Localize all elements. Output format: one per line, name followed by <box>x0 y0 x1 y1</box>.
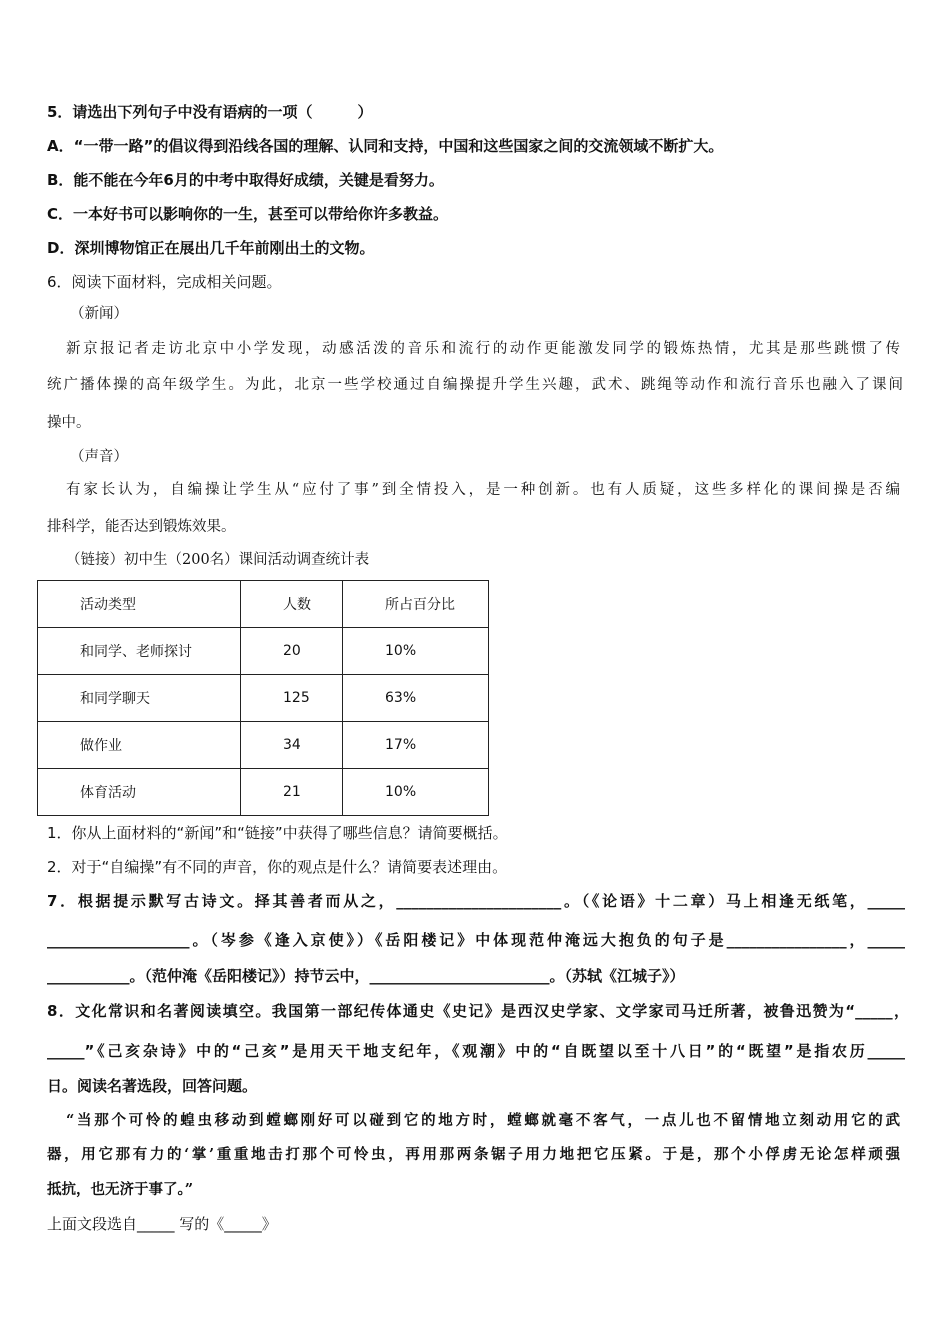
news-line: 统广播体操的高年级学生。为此，北京一些学校通过自编操提升学生兴趣，武术、跳绳等动作和流行音乐也融入了课间 <box>47 377 903 393</box>
voice-line: 排科学，能否达到锻炼效果。 <box>47 519 236 535</box>
table-cell: 21 <box>241 769 343 816</box>
link-caption: （链接）初中生（200名）课间活动调查统计表 <box>66 552 370 568</box>
q5-option-d: D．深圳博物馆正在展出几千年前刚出土的文物。 <box>47 239 375 257</box>
table-header-row <box>38 581 489 628</box>
table-header: 所占百分比 <box>343 581 489 628</box>
q8-line: 8．文化常识和名著阅读填空。我国第一部纪传体通史《史记》是西汉史学家、文学家司马迁所著，被鲁迅赞为“_____， <box>47 1002 909 1020</box>
news-line: 新京报记者走访北京中小学发现，动感活泼的音乐和流行的动作更能激发同学的锻炼热情，尤其是那些跳惯了传 <box>66 341 900 357</box>
table-header: 活动类型 <box>38 581 241 628</box>
table-row <box>38 628 489 675</box>
q6-stem: 6．阅读下面材料，完成相关问题。 <box>47 273 282 291</box>
q5-option-b: B．能不能在今年6月的中考中取得好成绩，关键是看努力。 <box>47 171 444 189</box>
q6-question-1: 1．你从上面材料的“新闻”和“链接”中获得了哪些信息？请简要概括。 <box>47 824 508 842</box>
table-row <box>38 769 489 816</box>
news-label: （新闻） <box>70 306 128 322</box>
voice-label: （声音） <box>70 449 128 465</box>
voice-line: 有家长认为，自编操让学生从“应付了事”到全情投入，是一种创新。也有人质疑，这些多样化的课间操是否编 <box>66 482 900 498</box>
q8-fill-in: 上面文段选自_____ 写的《_____》 <box>47 1215 277 1233</box>
table-cell: 体育活动 <box>38 769 241 816</box>
table-row <box>38 675 489 722</box>
table-cell: 17% <box>343 722 489 769</box>
table-cell: 和同学聊天 <box>38 675 241 722</box>
q5-stem: 5．请选出下列句子中没有语病的一项（ ） <box>47 103 373 121</box>
survey-table <box>37 580 489 816</box>
excerpt-line: 抵抗，也无济于事了。” <box>47 1181 194 1198</box>
table-cell: 63% <box>343 675 489 722</box>
q6-question-2: 2．对于“自编操”有不同的声音，你的观点是什么？请简要表述理由。 <box>47 858 508 876</box>
q8-line: _____”《己亥杂诗》中的“己亥”是用天干地支纪年，《观潮》中的“自既望以至十八日”的“既望”是指农历_____ <box>47 1042 905 1060</box>
table-header: 人数 <box>241 581 343 628</box>
table-cell: 做作业 <box>38 722 241 769</box>
table-cell: 10% <box>343 628 489 675</box>
q8-line: 日。阅读名著选段，回答问题。 <box>47 1077 258 1095</box>
table-cell: 34 <box>241 722 343 769</box>
table-cell: 20 <box>241 628 343 675</box>
q5-option-c: C．一本好书可以影响你的一生，甚至可以带给你许多教益。 <box>47 205 449 223</box>
news-line: 操中。 <box>47 415 91 431</box>
excerpt-line: “当那个可怜的蝗虫移动到螳螂刚好可以碰到它的地方时，螳螂就毫不客气，一点儿也不留情地立刻动用它的武 <box>66 1112 900 1129</box>
q7-line: ___________。（范仲淹《岳阳楼记》）持节云中，________________________。（苏轼《江城子》） <box>47 967 685 985</box>
table-cell: 10% <box>343 769 489 816</box>
table-cell: 125 <box>241 675 343 722</box>
q7-line: 7．根据提示默写古诗文。择其善者而从之，______________________。（《论语》十二章）马上相逢无纸笔，_____ <box>47 892 905 910</box>
table-cell: 和同学、老师探讨 <box>38 628 241 675</box>
excerpt-line: 器，用它那有力的‘掌’重重地击打那个可怜虫，再用那两条锯子用力地把它压紧。于是，那个小俘虏无论怎样顽强 <box>47 1146 900 1163</box>
q7-line: ___________________。（岑参《逢入京使》）《岳阳楼记》中体现范仲淹远大抱负的句子是________________，_____ <box>47 931 905 949</box>
q5-option-a: A．“一带一路”的倡议得到沿线各国的理解、认同和支持，中国和这些国家之间的交流领域不断扩大。 <box>47 137 724 155</box>
table-row <box>38 722 489 769</box>
